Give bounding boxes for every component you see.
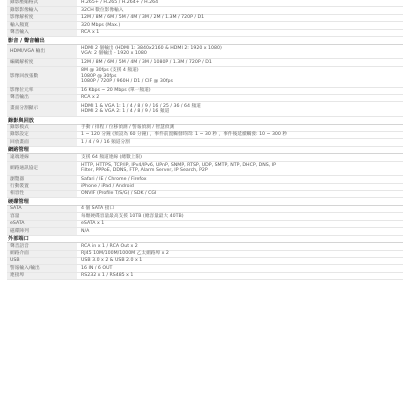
spec-label: 影像解析度: [7, 15, 77, 21]
spec-row: [7, 102, 403, 117]
spec-value-line: HDMI 1 & VGA 1: 1 / 4 / 8 / 9 / 16 / 25 / 36 / 64 頻道: [81, 103, 201, 109]
spec-value: [77, 258, 403, 264]
spec-label: 瀏覽器: [7, 176, 77, 182]
spec-value-line: RS232 x 1 / RS485 x 1: [81, 273, 134, 279]
spec-row: [7, 15, 403, 22]
spec-row: [7, 88, 403, 95]
spec-row: [7, 206, 403, 213]
spec-value: [77, 15, 403, 21]
spec-value: [77, 228, 403, 234]
spec-value-line: eSATA x 1: [81, 221, 105, 227]
spec-value-line: HTTP, HTTPS, TCP/IP, IPv4/IPv6, UPnP, SNMP, RTSP, UDP, SMTP, NTP, DHCP, DNS, IP: [81, 162, 276, 168]
spec-value: [77, 154, 403, 160]
spec-value-line: Safari / IE / Chrome / Firefox: [81, 176, 147, 182]
spec-value-line: USB 3.0 x 2 & USB 2.0 x 1: [81, 258, 143, 264]
spec-row: [7, 59, 403, 66]
spec-row: [7, 0, 403, 7]
spec-value-line: 手動 / 排程 / 位移偵測 / 警報偵測 / 智慧偵測: [81, 124, 175, 130]
spec-label: 錄影壓縮格式: [7, 0, 77, 6]
spec-row: [7, 139, 403, 146]
spec-value: [77, 162, 403, 176]
section-heading: 外部端口: [7, 236, 403, 244]
spec-label: 聲音輸出: [7, 95, 77, 101]
spec-value-line: HDMI 2 個輸出 (HDMI 1: 3840x2160 & HDMI 2: 1920 x 1080): [81, 45, 222, 51]
spec-label: 聲音語音: [7, 243, 77, 249]
spec-value: [77, 45, 403, 59]
spec-row: [7, 258, 403, 265]
spec-value: [77, 95, 403, 101]
spec-value: [77, 102, 403, 116]
spec-value-line: 12M / 8M / 6M / 5M / 4M / 3M / 2M / 1.3M / 720P / D1: [81, 15, 205, 21]
spec-value: [77, 243, 403, 249]
spec-value: [77, 265, 403, 271]
spec-value: [77, 30, 403, 36]
section-heading: 影音 / 聲音輸出: [7, 37, 403, 45]
spec-row: [7, 95, 403, 102]
spec-value-line: 4 個 SATA 接口: [81, 206, 115, 212]
spec-label: 影像位元率: [7, 88, 77, 94]
spec-label: 連接埠: [7, 273, 77, 279]
spec-label: eSATA: [7, 221, 77, 227]
spec-row: [7, 251, 403, 258]
spec-value: [77, 251, 403, 257]
spec-row: [7, 22, 403, 29]
spec-row: [7, 132, 403, 139]
spec-label: 錄影影像輸入: [7, 7, 77, 13]
spec-row: [7, 45, 403, 60]
spec-value-line: 1 / 4 / 9 / 16 頻道分割: [81, 139, 130, 145]
spec-value-line: RCA x 1: [81, 29, 100, 35]
spec-label: 容量: [7, 213, 77, 219]
spec-label: 磁碟陣列: [7, 228, 77, 234]
spec-label: 警報輸入/輸出: [7, 265, 77, 271]
spec-value: [77, 0, 403, 6]
spec-label: 畫面分割顯示: [7, 102, 77, 116]
spec-value-line: 32CH 數位影像輸入: [81, 7, 124, 13]
spec-value: [77, 176, 403, 182]
spec-value-line: RCA x 2: [81, 95, 100, 101]
spec-value: [77, 67, 403, 87]
spec-label: SATA: [7, 206, 77, 212]
spec-label: USB: [7, 258, 77, 264]
spec-value-line: 每顆硬碟容量最高支援 10TB (總容量最大 40TB): [81, 213, 184, 219]
spec-table: [7, 0, 403, 280]
spec-label: 聲音輸入: [7, 30, 77, 36]
spec-value: [77, 191, 403, 197]
spec-label: 遠端連線: [7, 154, 77, 160]
spec-row: [7, 228, 403, 235]
spec-row: [7, 273, 403, 280]
spec-value: [77, 221, 403, 227]
spec-row: [7, 176, 403, 183]
spec-value-line: 8M @ 30fps (支援 4 頻道): [81, 68, 139, 74]
spec-value-line: 12M / 8M / 6M / 5M / 4M / 3M / 1080P / 1.3M / 720P / D1: [81, 59, 212, 65]
spec-label: 網路介面: [7, 251, 77, 257]
spec-value: [77, 213, 403, 219]
spec-row: [7, 67, 403, 88]
spec-value: [77, 59, 403, 65]
spec-row: [7, 162, 403, 177]
section-heading: 網路管理: [7, 147, 403, 155]
spec-value-line: HDMI 2 & VGA 2: 1 / 4 / 8 / 9 / 16 頻道: [81, 109, 170, 115]
spec-row: [7, 7, 403, 14]
spec-value-line: 16 IN / 6 OUT: [81, 265, 113, 271]
spec-value-line: RCA in x 1 / RCA Out x 2: [81, 243, 138, 249]
spec-value-line: iPhone / iPad / Android: [81, 184, 134, 190]
spec-value-line: 320 Mbps (Max.): [81, 22, 121, 28]
spec-value-line: Filter, PPPoE, DDNS, FTP, Alarm Server, IP Search, P2P: [81, 168, 208, 174]
spec-value: [77, 7, 403, 13]
spec-value-line: H.265+ / H.265 / H.264+ / H.264: [81, 0, 159, 6]
spec-label: HDMI/VGA 輸出: [7, 45, 77, 59]
spec-label: 相容性: [7, 191, 77, 197]
spec-label: 網路通訊協定: [7, 162, 77, 176]
spec-value-line: RJ45 10M/100M/1000M 乙太網路埠 x 2: [81, 250, 169, 256]
spec-value: [77, 184, 403, 190]
spec-label: 行動裝置: [7, 184, 77, 190]
spec-value: [77, 206, 403, 212]
spec-label: 編碼解析度: [7, 59, 77, 65]
spec-row: [7, 30, 403, 37]
spec-label: 輸入頻寬: [7, 22, 77, 28]
spec-row: [7, 265, 403, 272]
section-heading: 硬碟管理: [7, 198, 403, 206]
spec-row: [7, 191, 403, 198]
spec-label: 錄影模式: [7, 125, 77, 131]
spec-label: 影像回放張數: [7, 67, 77, 87]
spec-value: [77, 139, 403, 145]
spec-value: [77, 273, 403, 279]
spec-value: [77, 88, 403, 94]
spec-row: [7, 243, 403, 250]
spec-value-line: 1080P @ 30fps: [81, 73, 117, 79]
spec-value-line: 支援 64 頻道連線 (總數上限): [81, 154, 142, 160]
spec-value-line: 1080P / 720P / 960H / D1 / CIF @ 30fps: [81, 79, 173, 85]
section-heading: 錄影與回放: [7, 117, 403, 125]
spec-value: [77, 125, 403, 131]
spec-value-line: 1 ~ 120 分鐘 (預設為 60 分鐘) ，事件前置觸發時間: 1 ~ 30 秒 ，事件後延續觸發: 10 ~ 300 秒: [81, 132, 288, 138]
spec-value-line: 16 Kbps ~ 20 Mbps (單一頻道): [81, 87, 151, 93]
spec-row: [7, 184, 403, 191]
spec-row: [7, 221, 403, 228]
spec-label: 回放畫面: [7, 139, 77, 145]
spec-value: [77, 22, 403, 28]
spec-label: 錄影設定: [7, 132, 77, 138]
spec-value-line: ONVIF (Profile T/S/G) / SDK / CGI: [81, 191, 157, 197]
spec-row: [7, 125, 403, 132]
spec-row: [7, 213, 403, 220]
spec-value-line: N/A: [81, 228, 90, 234]
spec-row: [7, 154, 403, 161]
spec-value-line: VGA: 2 個輸出 - 1920 x 1080: [81, 51, 147, 57]
spec-value: [77, 132, 403, 138]
